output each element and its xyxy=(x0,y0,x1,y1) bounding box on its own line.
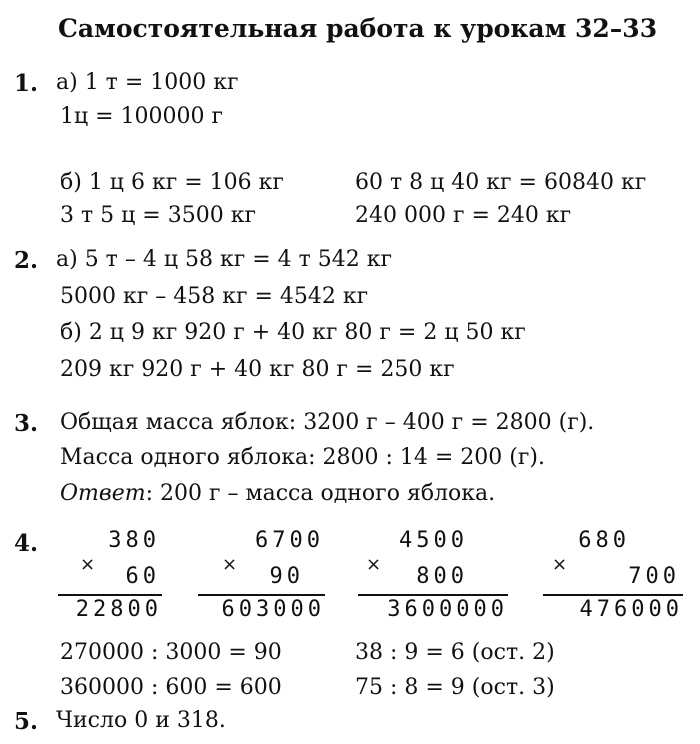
mult-4-result: 476000 xyxy=(579,597,683,622)
task-4-number: 4. xyxy=(14,530,39,557)
mult-2-rule xyxy=(198,594,325,596)
task-5-number: 5. xyxy=(14,708,39,735)
task-2-line-3: б) 2 ц 9 кг 920 г + 40 кг 80 г = 2 ц 50 кг xyxy=(60,320,526,345)
mult-4-bottom: 700 xyxy=(628,564,680,589)
mult-4-top: 680 xyxy=(578,528,630,553)
task-1a-line-1: а) 1 т = 1000 кг xyxy=(56,70,239,95)
task-1b-right-1: 60 т 8 ц 40 кг = 60840 кг xyxy=(355,170,647,195)
mult-3-sign: × xyxy=(366,554,382,575)
task-1b-left-2: 3 т 5 ц = 3500 кг xyxy=(60,203,256,228)
task-1b-left-1: б) 1 ц 6 кг = 106 кг xyxy=(60,170,284,195)
task-3-line-1: Общая масса яблок: 3200 г – 400 г = 2800 (г). xyxy=(60,410,595,435)
mult-2-top: 6700 xyxy=(255,528,324,553)
mult-1-result: 22800 xyxy=(75,597,162,622)
answer-label: Ответ xyxy=(60,481,146,506)
task-3-number: 3. xyxy=(14,410,39,437)
task-1b-right-2: 240 000 г = 240 кг xyxy=(355,203,572,228)
division-1: 270000 : 3000 = 90 xyxy=(60,640,282,665)
task-1-number: 1. xyxy=(14,70,39,97)
task-2-line-1: а) 5 т – 4 ц 58 кг = 4 т 542 кг xyxy=(56,247,393,272)
page-title: Самостоятельная работа к урокам 32–33 xyxy=(58,14,658,43)
task-2-line-2: 5000 кг – 458 кг = 4542 кг xyxy=(60,284,369,309)
mult-1-sign: × xyxy=(80,554,96,575)
mult-2-result: 603000 xyxy=(221,597,325,622)
task-3-answer xyxy=(60,481,495,506)
mult-4-rule xyxy=(543,594,683,596)
task-5-text: Число 0 и 318. xyxy=(56,708,226,733)
task-3-line-2: Масса одного яблока: 2800 : 14 = 200 (г). xyxy=(60,445,545,470)
division-3: 360000 : 600 = 600 xyxy=(60,675,282,700)
mult-3-rule xyxy=(358,594,508,596)
mult-3-result: 3600000 xyxy=(387,597,508,622)
mult-3-top: 4500 xyxy=(399,528,468,553)
division-2: 38 : 9 = 6 (ост. 2) xyxy=(355,640,555,665)
mult-1-top: 380 xyxy=(108,528,160,553)
task-2-line-4: 209 кг 920 г + 40 кг 80 г = 250 кг xyxy=(60,357,455,382)
division-4: 75 : 8 = 9 (ост. 3) xyxy=(355,675,555,700)
mult-1-bottom: 60 xyxy=(125,564,160,589)
mult-4-sign: × xyxy=(552,554,568,575)
task-2-number: 2. xyxy=(14,247,39,274)
mult-2-sign: × xyxy=(222,554,238,575)
mult-2-bottom: 90 xyxy=(269,564,304,589)
task-1a-line-2: 1ц = 100000 г xyxy=(60,104,224,129)
mult-3-bottom: 800 xyxy=(416,564,468,589)
mult-1-rule xyxy=(58,594,162,596)
answer-text: : 200 г – масса одного яблока. xyxy=(145,481,496,506)
